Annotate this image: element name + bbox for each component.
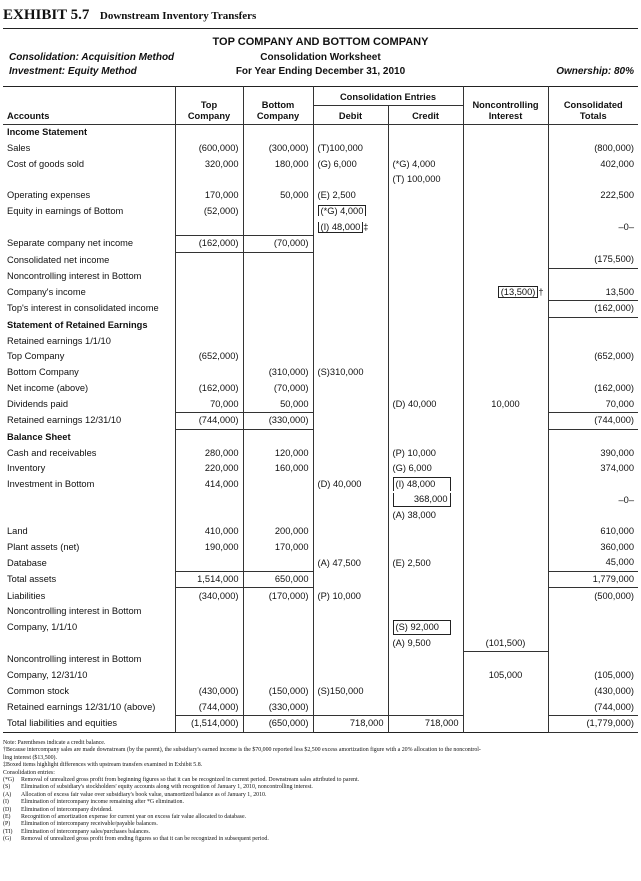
col-consolidated: Consolidated Totals [548,87,638,125]
col-accounts: Accounts [3,87,175,125]
entry-note: (A) Allocation of excess fair value over subsidiary's book value, unamortized balance as of January 1, 2010. [3,791,267,798]
table-row: Dividends paid 70,000 50,000 (D) 40,000 10,000 70,000 [3,396,638,412]
entry-note: (D) Elimination of intercompany dividend. [3,806,113,813]
entry-note: (E) Recognition of amortization expense for current year on excess fair value allocated to database. [3,814,247,821]
table-row: Separate company net income (162,000) (70,000) [3,235,638,252]
table-row: Company's income (13,500) † 13,500 [3,284,638,300]
table-row: Company, 12/31/10 105,000 (105,000) [3,668,638,684]
exhibit-title: Downstream Inventory Transfers [99,10,257,22]
note-boxed: ‡Boxed items highlight differences with upstream transfers examined in Exhibit 5.8. [3,762,203,769]
table-row: Noncontrolling interest in Bottom [3,268,638,284]
entry-note: (*G) Removal of unrealized gross profit from beginning figures so that it can be recognized in current period. Downstream sales attributed to parent. [3,777,360,784]
col-entries: Consolidation Entries [313,87,463,106]
notes [3,740,638,844]
table-row: Bottom Company (310,000) (S)310,000 [3,365,638,381]
boxed-entry: (13,500) [498,286,539,298]
table-row: 368,000 –0– [3,492,638,508]
table-row: Operating expenses 170,000 50,000 (E) 2,500 222,500 [3,188,638,204]
table-row: Consolidated net income (175,500) [3,252,638,268]
table-row: Top Company (652,000) (652,000) [3,349,638,365]
note-credit: Note: Parentheses indicate a credit balance. [3,740,106,746]
table-row: Plant assets (net) 190,000 170,000 360,000 [3,539,638,555]
table-row: Common stock (430,000) (150,000) (S)150,000 (430,000) [3,684,638,700]
table-row: (A) 38,000 [3,508,638,524]
table-row: Cost of goods sold 320,000 180,000 (G) 6,000 (*G) 4,000 402,000 [3,156,638,172]
col-bottom: Bottom Company [243,87,313,125]
entry-note: (TI) Elimination of intercompany sales/purchases balances. [3,828,151,835]
boxed-entry: (*G) 4,000 [318,205,367,216]
table-row: Retained earnings 12/31/10 (744,000) (330,000) (744,000) [3,412,638,429]
investment-method: Investment: Equity Method [9,66,137,77]
entry-note: (I) Elimination of intercompany income remaining after *G elimination. [3,799,184,806]
table-row: Database (A) 47,500 (E) 2,500 45,000 [3,555,638,571]
table-row: Investment in Bottom 414,000 (D) 40,000 (I) 48,000 [3,477,638,493]
col-credit: Credit [388,106,463,125]
col-nci: Noncontrolling Interest [463,87,548,125]
table-row: Total assets 1,514,000 650,000 1,779,000 [3,571,638,588]
boxed-entry: (S) 92,000 [393,620,451,635]
consolidation-method: Consolidation: Acquisition Method [9,52,175,63]
col-debit: Debit [313,106,388,125]
table-row: (I) 48,000 ‡ –0– [3,219,638,235]
table-row: Sales (600,000) (300,000) (T)100,000 (800,000) [3,141,638,157]
worksheet-title: Consolidation Worksheet [260,52,381,63]
table-row: Company, 1/1/10 (S) 92,000 [3,620,638,636]
company-title: TOP COMPANY AND BOTTOM COMPANY [212,36,429,48]
header-line-2 [3,52,638,65]
table-row: Income Statement [3,125,638,141]
header-line-3 [3,66,638,79]
exhibit-header [3,6,638,29]
entry-note: (P) Elimination of intercompany receivable/payable balances. [3,821,158,828]
boxed-entry: 368,000 [393,493,451,507]
table-row: (T) 100,000 [3,172,638,188]
header-line-1 [3,36,638,50]
table-row: Retained earnings 1/1/10 [3,333,638,349]
table-row: Inventory 220,000 160,000 (G) 6,000 374,000 [3,461,638,477]
table-row: (A) 9,500 (101,500) [3,636,638,652]
exhibit-number: EXHIBIT 5.7 [3,7,90,23]
table-row: Net income (above) (162,000) (70,000) (162,000) [3,381,638,397]
ownership: Ownership: 80% [556,66,634,77]
worksheet-table [3,86,638,733]
table-row: Balance Sheet [3,429,638,445]
entry-note: (G) Removal of unrealized gross profit from ending figures so that it can be recognized in subsequent period. [3,836,269,843]
note-dagger: †Because intercompany sales are made downstream (by the parent), the subsidiary's earned income is the $70,000 reported less $2,500 excess amortization figure with a 20% allocation to the noncontrol- [3,747,481,754]
note-entries-title: Consolidation entries: [3,769,55,776]
table-row: Liabilities (340,000) (170,000) (P) 10,000 (500,000) [3,588,638,604]
entry-note: (S) Elimination of subsidiary's stockholders' equity accounts along with recognition of January 1, 2010, noncontrolling interest. [3,784,313,791]
table-row: Land 410,000 200,000 610,000 [3,524,638,540]
table-row: Total liabilities and equities (1,514,000) (650,000) 718,000 718,000 (1,779,000) [3,715,638,732]
table-row: Noncontrolling interest in Bottom [3,604,638,620]
table-row: Cash and receivables 280,000 120,000 (P) 10,000 390,000 [3,445,638,461]
table-row: Statement of Retained Earnings [3,317,638,333]
table-row: Equity in earnings of Bottom (52,000) (*G) 4,000 [3,203,638,219]
table-row: Retained earnings 12/31/10 (above) (744,000) (330,000) (744,000) [3,699,638,715]
boxed-entry: (I) 48,000 [318,222,364,233]
table-row: Noncontrolling interest in Bottom [3,652,638,668]
boxed-entry: (I) 48,000 [393,477,451,491]
col-top: Top Company [175,87,243,125]
period-title: For Year Ending December 31, 2010 [235,66,406,77]
note-dagger-cont: ling interest ($13,500). [3,754,57,761]
table-row: Top's interest in consolidated income (162,000) [3,301,638,318]
